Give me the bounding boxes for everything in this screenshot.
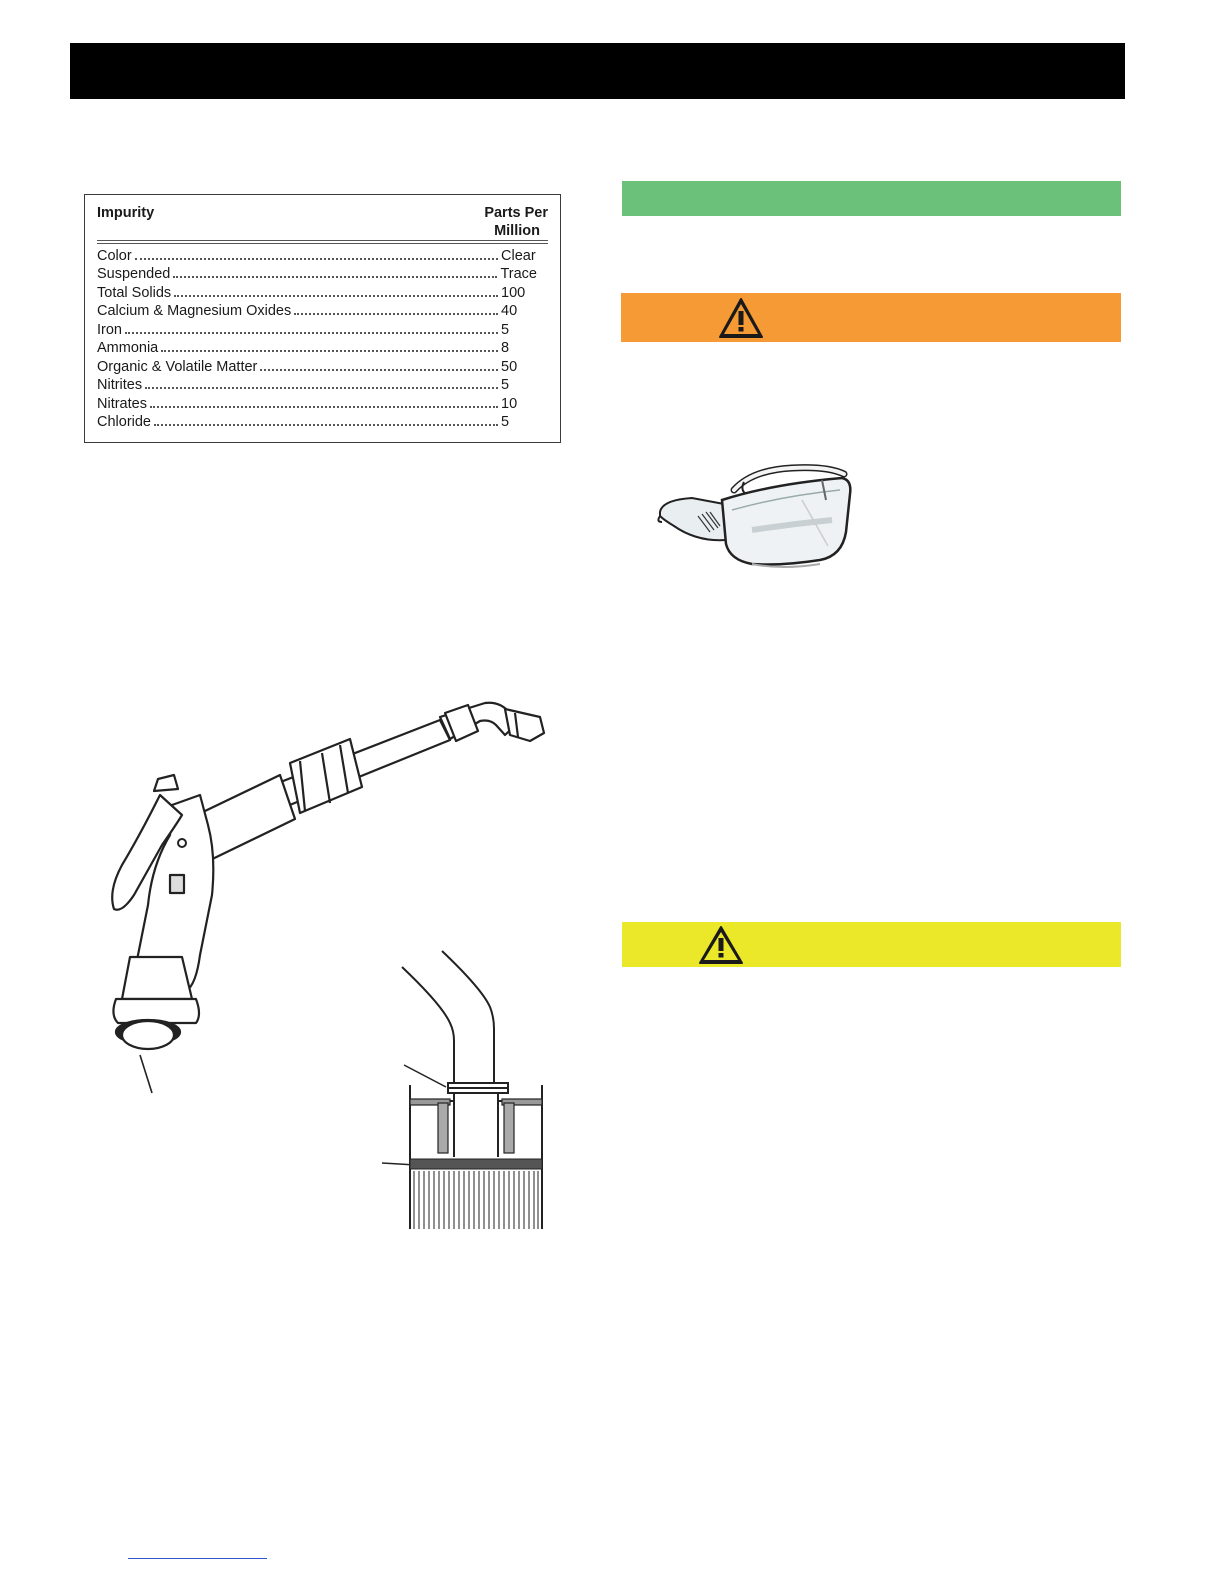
warning-triangle-icon <box>718 297 764 339</box>
impurity-name: Ammonia <box>97 340 159 356</box>
impurity-value: 5 <box>501 322 510 338</box>
leader-dots <box>145 386 498 389</box>
table-row <box>97 338 537 356</box>
impurity-name: Suspended <box>97 266 171 282</box>
impurity-name: Nitrates <box>97 396 147 412</box>
leader-dots <box>173 275 497 278</box>
table-row <box>97 320 537 338</box>
impurity-value: 10 <box>501 396 518 412</box>
impurity-value: Trace <box>500 266 537 282</box>
warning-banner <box>621 293 1121 342</box>
leader-dots <box>150 405 498 408</box>
table-row <box>97 264 537 282</box>
table-row <box>97 357 537 375</box>
impurity-table <box>84 194 561 443</box>
impurity-name: Organic & Volatile Matter <box>97 359 258 375</box>
impurity-value: 8 <box>501 340 510 356</box>
leader-dots <box>125 331 498 334</box>
table-row <box>97 283 537 301</box>
impurity-name: Total Solids <box>97 285 172 301</box>
header-rule <box>97 243 548 244</box>
leader-dots <box>161 349 498 352</box>
column-header-impurity: Impurity <box>97 205 155 221</box>
table-row <box>97 394 537 412</box>
table-row <box>97 246 537 264</box>
leader-dots <box>154 423 498 426</box>
footer-link-underline[interactable] <box>128 1558 267 1559</box>
column-header-ppm: Parts Per <box>484 205 548 221</box>
table-row <box>97 301 537 319</box>
leader-dots <box>174 294 498 297</box>
impurity-name: Iron <box>97 322 122 338</box>
impurity-value: 40 <box>501 303 518 319</box>
impurity-value: 5 <box>501 377 510 393</box>
caution-triangle-icon <box>698 925 744 965</box>
table-row <box>97 375 537 393</box>
safety-goggles-illustration <box>652 460 857 572</box>
header-bar <box>70 43 1125 99</box>
caution-banner <box>622 922 1121 967</box>
leader-dots <box>260 368 498 371</box>
impurity-value: 100 <box>501 285 526 301</box>
leader-dots <box>135 257 498 260</box>
impurity-name: Calcium & Magnesium Oxides <box>97 303 292 319</box>
impurity-value: 5 <box>501 414 510 430</box>
leader-dots <box>294 312 498 315</box>
filter-cross-section-illustration <box>382 945 550 1230</box>
impurity-name: Nitrites <box>97 377 143 393</box>
impurity-value: 50 <box>501 359 518 375</box>
header-rule <box>97 240 548 241</box>
caution-banner-green <box>622 181 1121 216</box>
impurity-name: Color <box>97 248 132 264</box>
table-row <box>97 412 537 430</box>
column-header-ppm-unit: Million <box>494 223 540 239</box>
impurity-value: Clear <box>501 248 536 264</box>
impurity-name: Chloride <box>97 414 151 430</box>
